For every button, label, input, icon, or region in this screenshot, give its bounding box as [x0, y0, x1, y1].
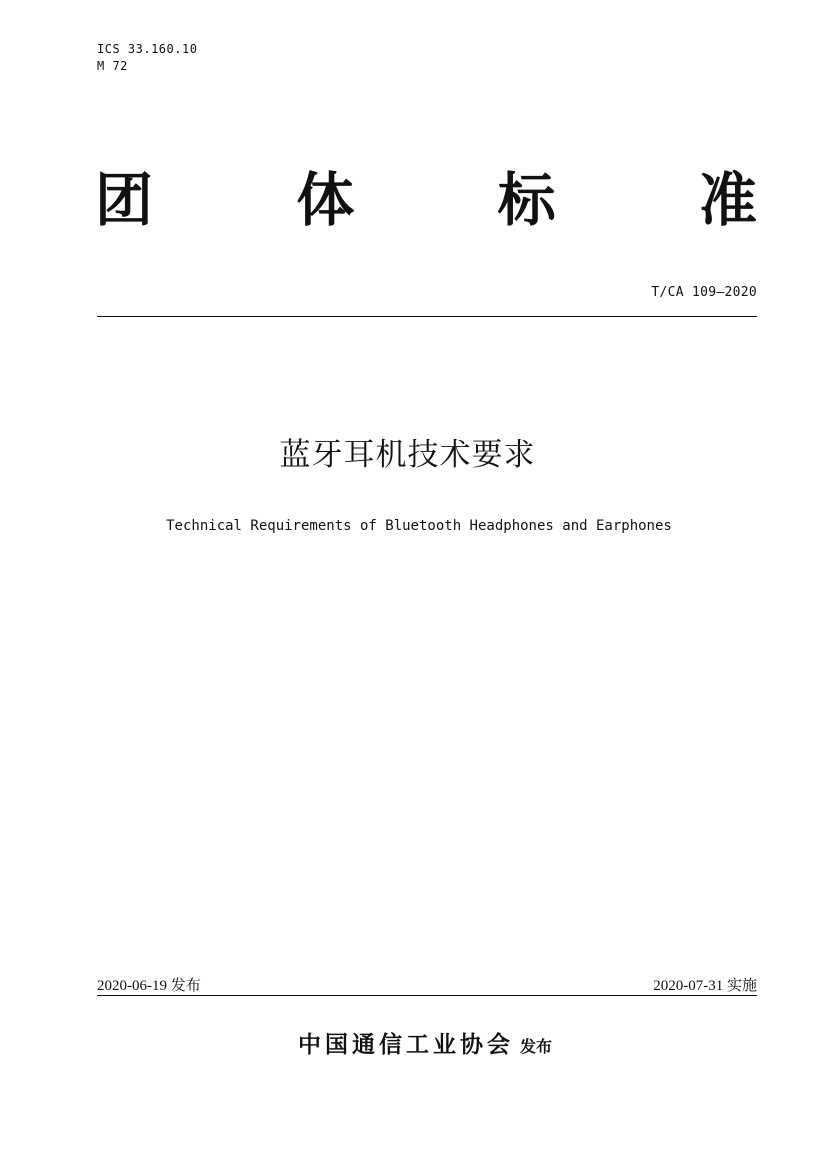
- publisher-suffix: 发布: [519, 1037, 552, 1056]
- ccs-code: M 72: [97, 59, 128, 73]
- publisher: [0, 1026, 815, 1059]
- publisher-org: 中国通信工业协会: [297, 1032, 514, 1058]
- top-divider: [97, 316, 757, 317]
- classification-codes: [97, 41, 197, 75]
- ics-code: ICS 33.160.10: [97, 42, 198, 56]
- standard-number: T/CA 109—2020: [651, 285, 757, 300]
- category-char-2: 体: [296, 166, 355, 234]
- category-char-3: 标: [497, 166, 556, 234]
- issue-date: 2020-06-19 发布: [97, 978, 201, 994]
- title-chinese: 蓝牙耳机技术要求: [279, 437, 536, 473]
- title-english: Technical Requirements of Bluetooth Headphones and Earphones: [166, 518, 672, 534]
- category-char-4: 准: [698, 166, 757, 234]
- bottom-divider: [97, 995, 757, 996]
- document-category-heading: [86, 160, 766, 240]
- category-char-1: 团: [94, 166, 153, 234]
- implementation-date: 2020-07-31 实施: [653, 978, 757, 994]
